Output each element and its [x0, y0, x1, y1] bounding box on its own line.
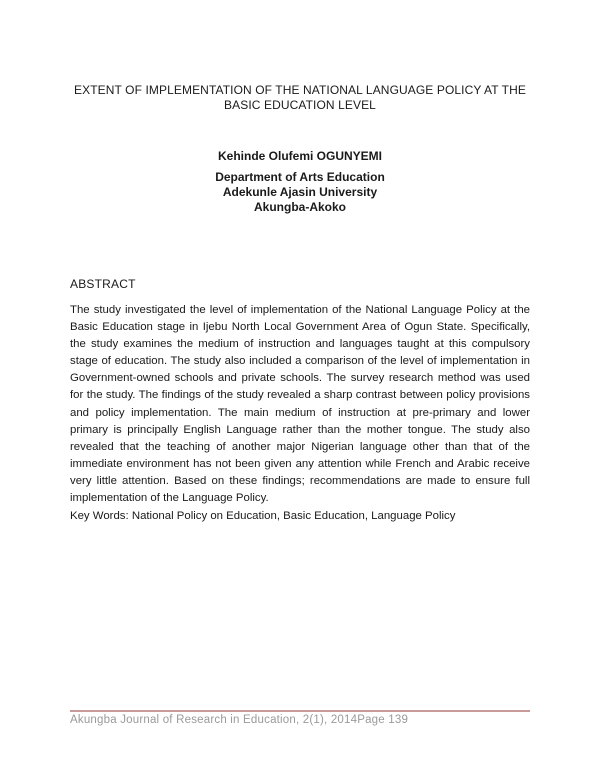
affiliation-university: Adekunle Ajasin University — [222, 185, 378, 199]
keywords-label: Key Words: — [70, 510, 129, 522]
keywords — [70, 509, 530, 524]
affiliation-city: Akungba-Akoko — [253, 200, 346, 214]
abstract-heading: ABSTRACT — [70, 277, 136, 291]
title-line-1: EXTENT OF IMPLEMENTATION OF THE NATIONAL LANGUAGE POLICY AT THE — [74, 83, 526, 97]
keywords-text: National Policy on Education, Basic Education, Language Policy — [128, 510, 456, 522]
author-block — [150, 149, 450, 215]
footer-citation: Akungba Journal of Research in Education, 2(1), 2014Page 139 — [70, 714, 409, 726]
abstract-body: The study investigated the level of implementation of the National Language Policy at the Basic Education stage in Ijebu North Local Government Area of Ogun State. Specifically, the study examines the medium of instruction and languages taught at this compulsory stage of education. The study also included a comparison of the level of implementation in Government-owned schools and private schools. The survey research method was used for the study. The findings of the study revealed a sharp contrast between policy provisions and policy implementation. The main medium of instruction at pre-primary and lower primary is principally English Language rather than the mother tongue. The study also revealed that the teaching of another major Nigerian language other than that of the immediate environment has not been given any attention while French and Arabic receive very little attention. Based on these findings; recommendations are made to ensure full implementation of the Language Policy. — [70, 304, 530, 505]
footer-rule — [70, 710, 530, 712]
paper-title — [60, 83, 540, 113]
title-line-2: BASIC EDUCATION LEVEL — [224, 98, 376, 112]
author-name: Kehinde Olufemi OGUNYEMI — [217, 149, 382, 163]
affiliation-department: Department of Arts Education — [215, 170, 385, 184]
